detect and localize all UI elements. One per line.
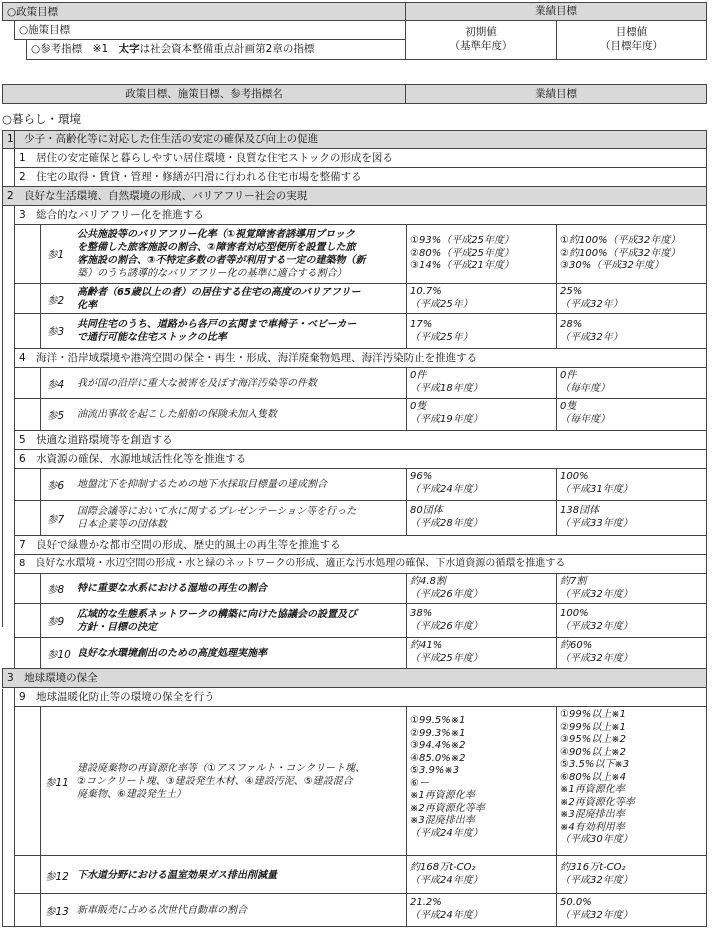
ref-6-target: 100% （平成31年度） <box>556 468 707 501</box>
ref-row-9: 参9 広域的な生態系ネットワークの構築に向けた協議会の設置及び 方針・目標の決定 <box>40 603 407 638</box>
ref-8-initial: 約4.8割 （平成26年度） <box>406 573 557 604</box>
ref-11-name: 建設廃棄物の再資源化率等（①アスファルト・コンクリート塊、 ②コンクリート塊、③建設発生木材、④建設汚泥、⑤建設混合 廃棄物、⑥建設発生土） <box>77 763 366 800</box>
ref-8-target: 約7割 （平成32年度） <box>556 573 707 604</box>
ref-3-target: 28% （平成32年） <box>556 313 707 349</box>
ref-3-initial: 17% （平成25年） <box>406 313 557 349</box>
ref-2-name: 高齢者（65歳以上の者）の居住する住宅の高度のバリアフリー 化率 <box>77 287 361 311</box>
ref-13-name: 新車販売に占める次世代自動車の割合 <box>77 905 247 916</box>
ref-11-initial: ①99.5%※1 ②99.3%※1 ③94.4%※2 ④85.0%※2 ⑤3.9%※3 ⑥ー ※1再資源化率 ※2再資源化等率 ※3混廃排出率 （平成24年度） <box>406 706 557 856</box>
ref-5-name: 油流出事故を起こした船舶の保険未加入隻数 <box>77 409 277 420</box>
policy-row-3: 3 地球環境の保全 <box>2 668 707 688</box>
ref-gutter <box>14 398 41 431</box>
ref-1-name: 公共施設等のバリアフリー化率（①視覚障害者誘導用ブロック を整備した旅客施設の割合、②障害者対応型便所を設置した旅 客施設の割合、③不特定多数の者等が利用する一定の建築物（新 築）のうち誘導的なバリアフリー化の基準に適合する割合） <box>77 229 366 279</box>
ref-row-4: 参4 我が国の沿岸に重大な被害を及ぼす海洋汚染等の件数 <box>40 367 407 399</box>
measure-row-7: 7 良好で緑豊かな都市空間の形成、歴史的風土の再生等を推進する <box>14 535 707 555</box>
ref-5-initial: 0隻 （平成19年度） <box>406 398 557 431</box>
ref-row-6: 参6 地盤沈下を抑制するための地下水採取目標量の達成割合 <box>40 468 407 501</box>
ref-12-name: 下水道分野における温室効果ガス排出削減量 <box>77 870 277 881</box>
legend-perf-goal: 業績目標 <box>405 2 707 21</box>
ref-gutter <box>14 573 41 604</box>
ref-5-target: 0隻 （毎年度） <box>556 398 707 431</box>
ref-row-10: 参10 良好な水環境創出のための高度処理実施率 <box>40 637 407 669</box>
ref-10-target: 約60% （平成32年度） <box>556 637 707 669</box>
ref-9-initial: 38% （平成26年度） <box>406 603 557 638</box>
ref-12-target: 約316万t-CO₂ （平成32年度） <box>556 855 707 894</box>
ref-1-target: ①約100%（平成32年度） ②約100%（平成32年度） ③30%（平成32年度） <box>556 224 707 284</box>
legend-ref-indicator: ○参考指標 ※1 太字は社会資本整備重点計画第2章の指標 <box>26 39 406 60</box>
header-col-goals: 業績目標 <box>405 84 707 104</box>
measure-row-8: 8 良好な水環境・水辺空間の形成・水と緑のネットワークの形成、適正な汚水処理の確保、下水道資源の循環を推進する <box>14 554 707 574</box>
ref-12-initial: 約168万t-CO₂ （平成24年度） <box>406 855 557 894</box>
ref-2-target: 25% （平成32年） <box>556 283 707 314</box>
ref-9-target: 100% （平成32年度） <box>556 603 707 638</box>
ref-gutter <box>14 637 41 669</box>
ref-1-initial: ①93%（平成25年度） ②80%（平成25年度） ③14%（平成21年度） <box>406 224 557 284</box>
ref-gutter <box>14 313 41 349</box>
ref-10-name: 良好な水環境創出のための高度処理実施率 <box>77 648 267 659</box>
ref-7-target: 138団体 （平成33年度） <box>556 500 707 536</box>
ref-8-name: 特に重要な水系における湿地の再生の割合 <box>77 583 267 594</box>
ref-10-initial: 約41% （平成25年度） <box>406 637 557 669</box>
legend-initial: 初期値 （基準年度） <box>405 20 557 60</box>
ref-row-3: 参3 共同住宅のうち、道路から各戸の玄関まで車椅子・ベビーカー で通行可能な住宅ストックの比率 <box>40 313 407 349</box>
policy-gutter-1 <box>2 130 15 187</box>
ref-11-target: ①99%以上※1 ②99%以上※1 ③95%以上※2 ④90%以上※2 ⑤3.5%以下※3 ⑥80%以上※4 ※1再資源化率 ※2再資源化等率 ※3混廃排出率 ※4有効利用率 （平成30年度） <box>556 706 707 856</box>
ref-6-initial: 96% （平成24年度） <box>406 468 557 501</box>
ref-gutter <box>14 500 41 536</box>
ref-gutter <box>14 367 41 399</box>
legend-target: 目標値 （目標年度） <box>556 20 707 60</box>
measure-row-5: 5 快適な道路環境等を創造する <box>14 430 707 450</box>
ref-4-name: 我が国の沿岸に重大な被害を及ぼす海洋汚染等の件数 <box>77 378 317 389</box>
ref-row-8: 参8 特に重要な水系における湿地の再生の割合 <box>40 573 407 604</box>
measure-row-3: 3 総合的なバリアフリー化を推進する <box>14 205 707 225</box>
ref-gutter <box>14 893 41 927</box>
policy-row-1: 1 少子・高齢化等に対応した住生活の安定の確保及び向上の促進 <box>2 130 707 149</box>
ref-row-7: 参7 国際会議等において水に関するプレゼンテーション等を行った 日本企業等の団体数 <box>40 500 407 536</box>
ref-4-initial: 0件 （平成18年度） <box>406 367 557 399</box>
ref-7-name: 国際会議等において水に関するプレゼンテーション等を行った 日本企業等の団体数 <box>77 506 357 530</box>
ref-9-name: 広域的な生態系ネットワークの構築に向けた協議会の設置及び 方針・目標の決定 <box>77 609 357 633</box>
ref-2-initial: 10.7% （平成25年） <box>406 283 557 314</box>
ref-4-target: 0件 （毎年度） <box>556 367 707 399</box>
ref-gutter <box>14 468 41 501</box>
ref-row-5: 参5 油流出事故を起こした船舶の保険未加入隻数 <box>40 398 407 431</box>
ref-gutter <box>14 603 41 638</box>
ref-row-1: 参1 公共施設等のバリアフリー化率（①視覚障害者誘導用ブロック を整備した旅客施設の割合、②障害者対応型便所を設置した旅 客施設の割合、③不特定多数の者等が利用する一定の建築物（新 築）のうち誘導的なバリアフリー化の基準に適合する割合） <box>40 224 407 284</box>
ref-7-initial: 80団体 （平成28年度） <box>406 500 557 536</box>
ref-row-13: 参13 新車販売に占める次世代自動車の割合 <box>40 893 407 927</box>
ref-gutter <box>14 283 41 314</box>
ref-row-11: 参11 建設廃棄物の再資源化率等（①アスファルト・コンクリート塊、 ②コンクリート塊、③建設発生木材、④建設汚泥、⑤建設混合 廃棄物、⑥建設発生土） <box>40 706 407 856</box>
measure-row-4: 4 海洋・沿岸域環境や港湾空間の保全・再生・形成、海洋廃棄物処理、海洋汚染防止を推進する <box>14 348 707 368</box>
ref-13-target: 50.0% （平成32年度） <box>556 893 707 927</box>
measure-row-2: 2 住宅の取得・賃貸・管理・修繕が円滑に行われる住宅市場を整備する <box>14 167 707 187</box>
ref-gutter <box>14 855 41 894</box>
ref-6-name: 地盤沈下を抑制するための地下水採取目標量の達成割合 <box>77 479 327 490</box>
header-col-names: 政策目標、施策目標、参考指標名 <box>2 84 406 104</box>
ref-3-name: 共同住宅のうち、道路から各戸の玄関まで車椅子・ベビーカー で通行可能な住宅ストックの比率 <box>77 319 357 343</box>
measure-row-1: 1 居住の安定確保と暮らしやすい居住環境・良質な住宅ストックの形成を図る <box>14 148 707 168</box>
legend-policy-goal: ○政策目標 <box>2 2 406 21</box>
legend-measure-goal: ○施策目標 <box>14 20 406 40</box>
measure-row-6: 6 水資源の確保、水源地域活性化等を推進する <box>14 449 707 469</box>
ref-gutter <box>14 224 41 284</box>
policy-row-2: 2 良好な生活環境、自然環境の形成、バリアフリー社会の実現 <box>2 186 707 206</box>
measure-row-9: 9 地球温暖化防止等の環境の保全を行う <box>14 687 707 707</box>
ref-row-12: 参12 下水道分野における温室効果ガス排出削減量 <box>40 855 407 894</box>
ref-gutter <box>14 706 41 856</box>
section-title: ○暮らし・環境 <box>2 112 82 126</box>
ref-13-initial: 21.2% （平成24年度） <box>406 893 557 927</box>
ref-row-2: 参2 高齢者（65歳以上の者）の居住する住宅の高度のバリアフリー 化率 <box>40 283 407 314</box>
